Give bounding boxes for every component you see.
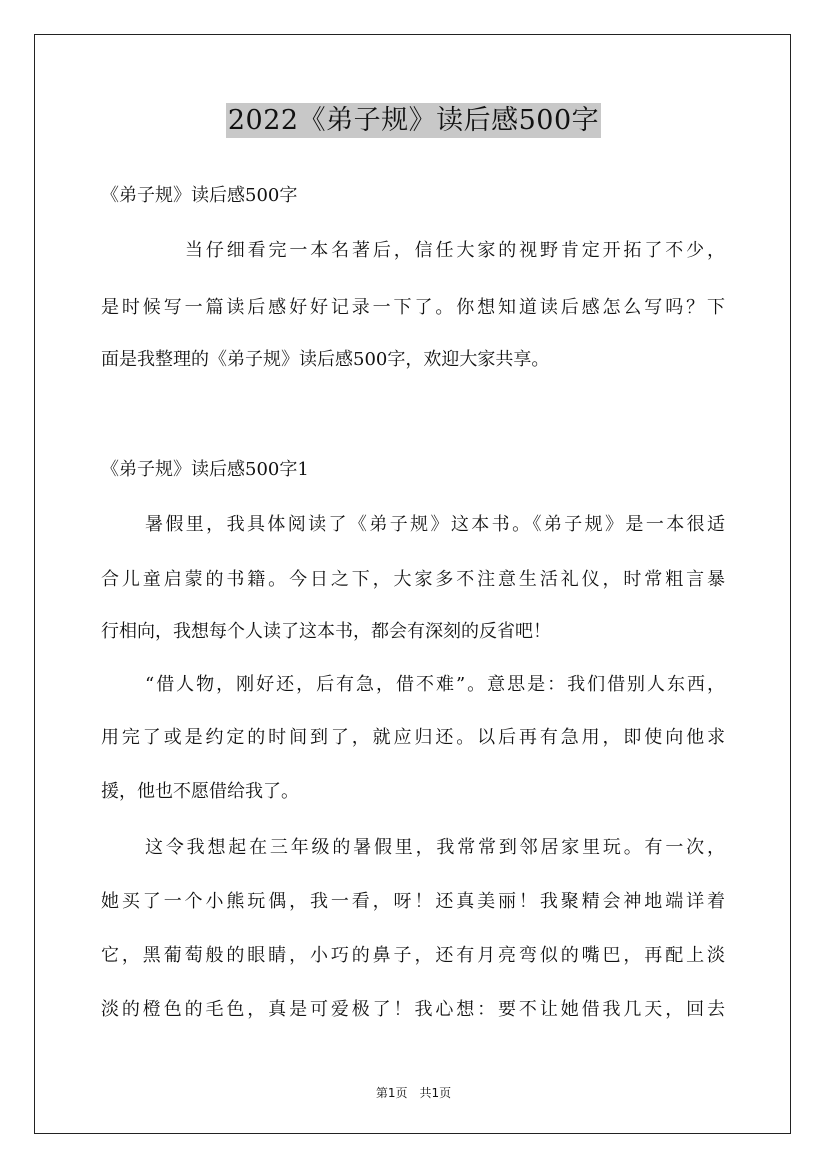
paragraph-line: 援，他也不愿借给我了。 xyxy=(101,781,299,802)
paragraph-line: 行相向，我想每个人读了这本书，都会有深刻的反省吧！ xyxy=(101,621,551,642)
paragraph-line: 暑假里，我具体阅读了《弟子规》这本书。《弟子规》是一本很适 xyxy=(145,514,725,535)
paragraph-line: 淡的橙色的毛色，真是可爱极了！我心想：要不让她借我几天，回去 xyxy=(101,999,725,1020)
subtitle: 《弟子规》读后感500字 xyxy=(101,185,298,206)
intro-line: 是时候写一篇读后感好好记录一下了。你想知道读后感怎么写吗？下 xyxy=(101,297,725,318)
paragraph-line: 它，黑葡萄般的眼睛，小巧的鼻子，还有月亮弯似的嘴巴，再配上淡 xyxy=(101,945,725,966)
section-heading: 《弟子规》读后感500字1 xyxy=(101,459,309,480)
document-title: 2022《弟子规》读后感500字 xyxy=(227,105,600,136)
paragraph-line: 这令我想起在三年级的暑假里，我常常到邻居家里玩。有一次， xyxy=(145,837,725,858)
paragraph-line: 用完了或是约定的时间到了，就应归还。以后再有急用，即使向他求 xyxy=(101,727,725,748)
page-footer: 第1页 共1页 xyxy=(375,1086,452,1100)
paragraph-line: 合儿童启蒙的书籍。今日之下，大家多不注意生活礼仪，时常粗言暴 xyxy=(101,569,725,590)
paragraph-line: 她买了一个小熊玩偶，我一看，呀！还真美丽！我聚精会神地端详着 xyxy=(101,891,725,912)
intro-line: 面是我整理的《弟子规》读后感500字，欢迎大家共享。 xyxy=(101,349,550,370)
paragraph-line: “借人物，刚好还，后有急，借不难”。意思是：我们借别人东西， xyxy=(145,674,725,695)
intro-line: 当仔细看完一本名著后，信任大家的视野肯定开拓了不少， xyxy=(185,240,725,261)
